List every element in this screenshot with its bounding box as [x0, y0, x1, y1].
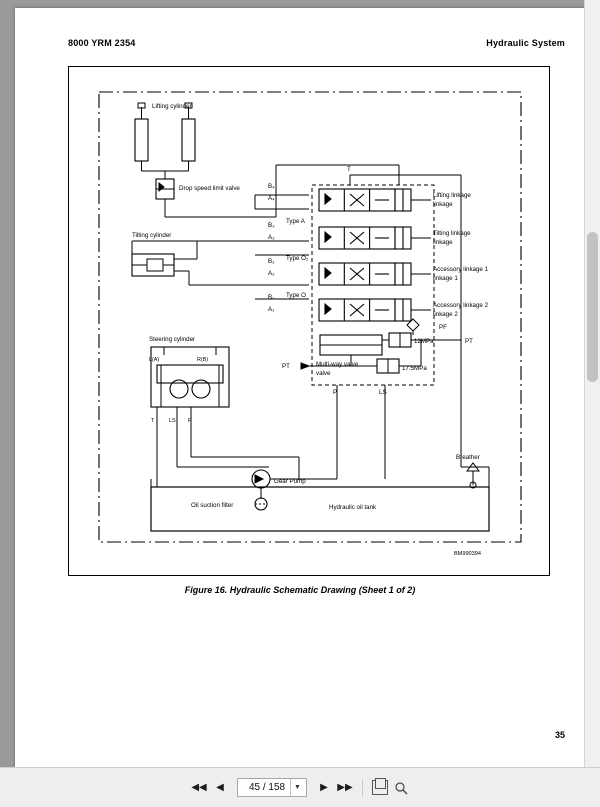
label-port-pf: PF [439, 324, 447, 331]
label-steer-left: L(A) [149, 357, 160, 363]
label-drawing-code: BM990394 [453, 551, 481, 557]
label-tilting-linkage-2: linkage [433, 239, 453, 246]
label-oil-suction-filter: Oil suction filter [191, 502, 234, 509]
label-type-o: Type O [286, 292, 306, 299]
label-port-b4: B₄ [268, 183, 275, 190]
label-port-a3: A₃ [268, 234, 275, 241]
label-port-ls: LS [379, 389, 387, 396]
label-port-pt-left: PT [282, 363, 290, 370]
last-page-button[interactable]: ▶▶ [337, 782, 353, 793]
label-steer-right: R(B) [197, 357, 209, 363]
label-port-b3: B₃ [268, 222, 275, 229]
label-multi-way-valve-1: Multi-way valve [316, 361, 359, 368]
label-tilting-linkage: Tilting linkage [433, 230, 471, 237]
label-pressure-17-5: 17.5MPa [402, 365, 427, 372]
label-breather: Breather [456, 454, 480, 461]
label-type-o2: Type O₂ [286, 255, 309, 262]
header-right: Hydraulic System [486, 38, 565, 48]
next-page-button[interactable]: ▶ [320, 782, 328, 793]
label-steer-t: T [151, 418, 155, 424]
page-indicator[interactable]: 45 / 158 [248, 782, 286, 793]
label-accessory-linkage-1b: linkage 1 [433, 275, 458, 282]
figure-frame [68, 66, 550, 576]
label-steer-ls: LS [169, 418, 176, 424]
label-accessory-linkage-2: Accessory linkage 2 [433, 302, 489, 309]
label-hydraulic-oil-tank: Hydraulic oil tank [329, 504, 377, 511]
label-port-pt-right: PT [465, 338, 473, 345]
label-type-a: Type A [286, 218, 305, 225]
fit-page-icon[interactable] [372, 779, 388, 797]
label-steering-cylinder: Steering cylinder [149, 336, 196, 343]
chevron-down-icon[interactable]: ▼ [290, 779, 304, 796]
label-steer-p: P [188, 418, 192, 424]
toolbar-divider [362, 779, 363, 797]
label-lifting-linkage: Lifting linkage [433, 192, 471, 199]
label-gear-pump: Gear Pump [274, 478, 306, 485]
label-tilting-cylinder: Tilting cylinder [132, 232, 172, 239]
label-lifting-cylinder: Lifting cylinder [152, 103, 192, 110]
label-multi-way-valve-2: valve [316, 370, 331, 377]
label-accessory-linkage-2b: linkage 2 [433, 311, 458, 318]
first-page-button[interactable]: ◀◀ [191, 782, 207, 793]
label-port-b1: B₁ [268, 294, 275, 301]
label-port-b2: B₂ [268, 258, 275, 265]
label-lifting-linkage-2: linkage [433, 201, 453, 208]
header-left: 8000 YRM 2354 [68, 38, 136, 48]
viewer-toolbar [0, 767, 600, 807]
label-pressure-12: 12MPa [414, 338, 434, 345]
figure-caption: Figure 16. Hydraulic Schematic Drawing (Sheet 1 of 2) [184, 585, 416, 595]
label-port-t-top: T [347, 166, 351, 173]
page-selector[interactable] [237, 778, 307, 797]
label-drop-speed-limit-valve: Drop speed limit valve [179, 185, 240, 192]
page-number: 35 [554, 730, 565, 740]
hydraulic-schematic [69, 67, 549, 575]
document-page [15, 8, 585, 768]
label-accessory-linkage-1: Accessory linkage 1 [433, 266, 489, 273]
scrollbar-thumb[interactable] [587, 232, 598, 382]
zoom-icon[interactable] [393, 779, 409, 797]
label-port-p: P [333, 389, 338, 396]
vertical-scrollbar[interactable] [584, 0, 600, 768]
label-port-a1: A₁ [268, 306, 275, 313]
label-port-a2: A₂ [268, 270, 275, 277]
label-port-a4: A₄ [268, 195, 275, 202]
previous-page-button[interactable]: ◀ [216, 782, 224, 793]
